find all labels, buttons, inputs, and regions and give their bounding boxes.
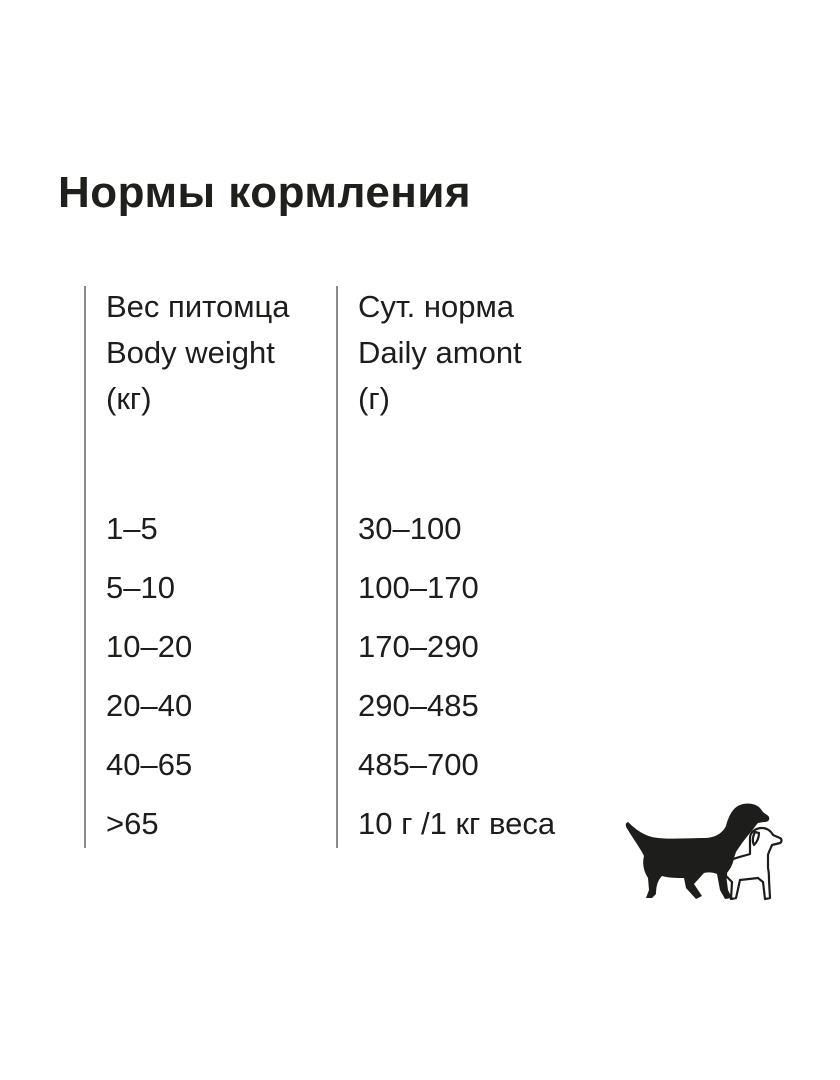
weight-cell: 20–40 [106, 688, 193, 723]
weight-cell: >65 [106, 806, 159, 841]
weight-cell: 40–65 [106, 747, 193, 782]
amount-cell: 290–485 [358, 688, 479, 723]
weight-header-unit: (кг) [106, 381, 152, 416]
weight-cell: 1–5 [106, 511, 158, 546]
page-title: Нормы кормления [58, 168, 472, 217]
amount-header [358, 284, 522, 422]
amount-header-unit: (г) [358, 381, 390, 416]
amount-cell: 485–700 [358, 747, 479, 782]
weight-values [106, 507, 192, 861]
amount-values [358, 507, 555, 861]
weight-cell: 10–20 [106, 629, 193, 664]
dogs-icon [622, 798, 792, 908]
weight-cell: 5–10 [106, 570, 175, 605]
amount-cell: 170–290 [358, 629, 479, 664]
amount-header-ru: Сут. норма [358, 289, 515, 324]
table-left-border [84, 286, 86, 848]
weight-header-en: Body weight [106, 335, 275, 370]
table-column-divider [336, 286, 338, 848]
amount-header-en: Daily amont [358, 335, 522, 370]
weight-header [106, 284, 290, 422]
large-dog-icon [626, 804, 770, 899]
amount-cell: 100–170 [358, 570, 479, 605]
weight-header-ru: Вес питомца [106, 289, 290, 324]
amount-cell: 10 г /1 кг веса [358, 806, 556, 841]
amount-cell: 30–100 [358, 511, 462, 546]
